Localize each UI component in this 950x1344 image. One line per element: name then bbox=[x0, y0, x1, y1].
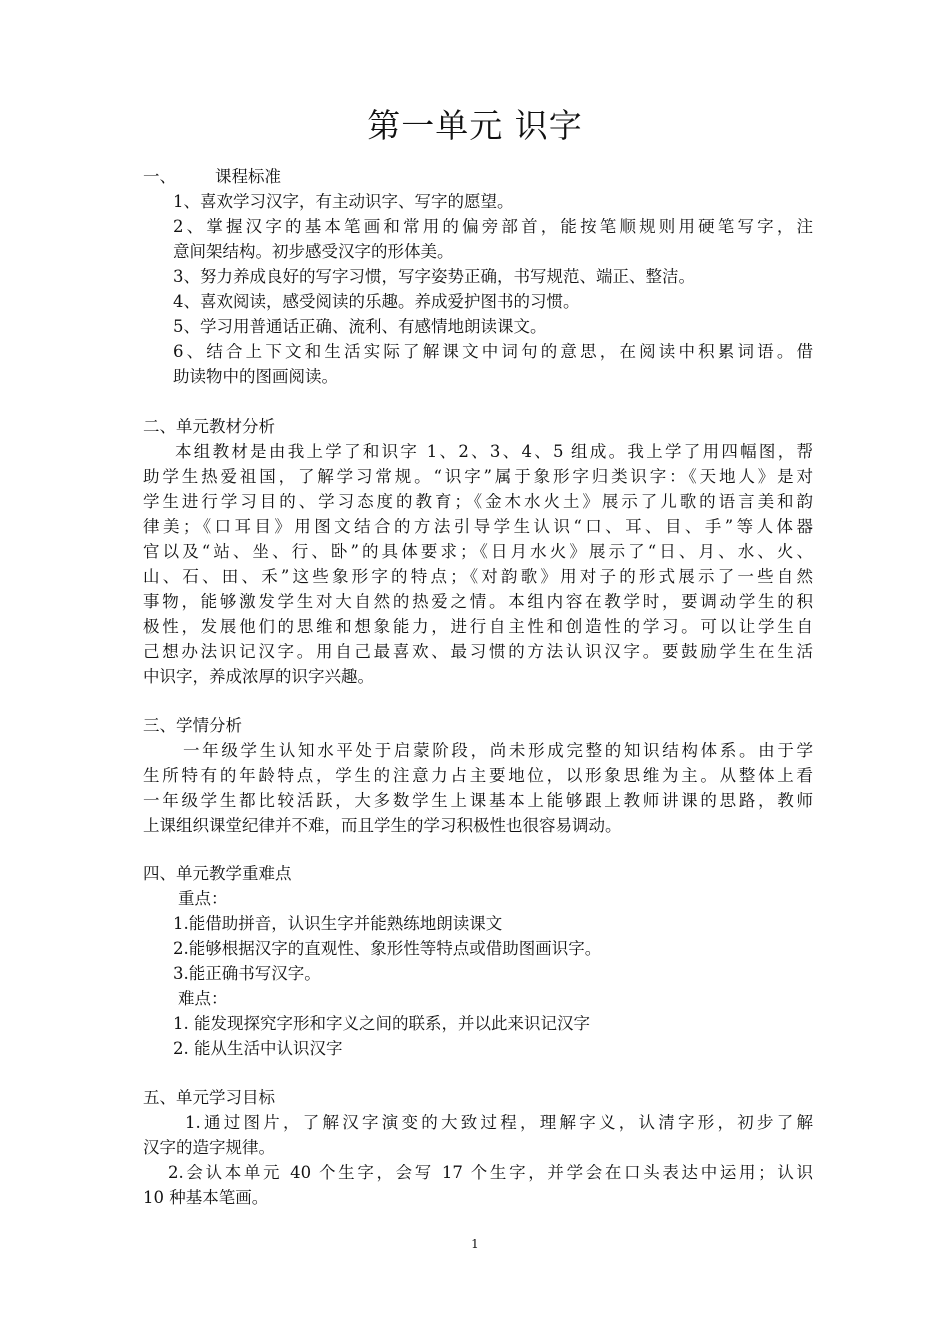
paragraph-line: 10 种基本笔画。 bbox=[143, 1188, 269, 1207]
paragraph-line: 官以及“站、坐、行、卧”的具体要求；《日月水火》展示了“日、月、水、火、 bbox=[143, 542, 813, 561]
paragraph-line: 事物，能够激发学生对大自然的热爱之情。本组内容在教学时，要调动学生的积 bbox=[143, 592, 813, 611]
paragraph-line: 1.通过图片，了解汉字演变的大致过程，理解字义，认清字形，初步了解 bbox=[185, 1113, 813, 1132]
key-point-item: 1.能借助拼音，认识生字并能熟练地朗读课文 bbox=[173, 914, 503, 933]
paragraph-line: 本组教材是由我上学了和识字 1、2、3、4、5 组成。我上学了用四幅图，帮 bbox=[175, 442, 813, 461]
key-point-item: 3.能正确书写汉字。 bbox=[173, 964, 321, 983]
paragraph-line: 律美；《口耳目》用图文结合的方法引导学生认识“口、耳、目、手”等人体器 bbox=[143, 517, 813, 536]
section-number: 一、 bbox=[143, 167, 176, 186]
paragraph-line: 意间架结构。初步感受汉字的形体美。 bbox=[173, 242, 454, 261]
paragraph-line: 学生进行学习目的、学习态度的教育；《金木水火土》展示了儿歌的语言美和韵 bbox=[143, 492, 813, 511]
paragraph-line: 5、学习用普通话正确、流利、有感情地朗读课文。 bbox=[173, 317, 547, 336]
paragraph-line: 汉字的造字规律。 bbox=[143, 1138, 275, 1157]
difficult-point-item: 1. 能发现探究字形和字义之间的联系，并以此来识记汉字 bbox=[173, 1014, 590, 1033]
paragraph-line: 中识字，养成浓厚的识字兴趣。 bbox=[143, 667, 374, 686]
section-title: 课程标准 bbox=[215, 167, 281, 186]
paragraph-line: 3、努力养成良好的写字习惯，写字姿势正确，书写规范、端正、整洁。 bbox=[173, 267, 695, 286]
section-heading-learner: 三、学情分析 bbox=[143, 716, 242, 735]
paragraph-line: 2、掌握汉字的基本笔画和常用的偏旁部首，能按笔顺规则用硬笔写字，注 bbox=[173, 217, 813, 236]
key-points-label: 重点： bbox=[178, 889, 228, 908]
page-title: 第一单元 识字 bbox=[367, 106, 583, 145]
paragraph-line: 4、喜欢阅读，感受阅读的乐趣。养成爱护图书的习惯。 bbox=[173, 292, 580, 311]
difficult-points-label: 难点： bbox=[178, 989, 228, 1008]
paragraph-line: 助读物中的图画阅读。 bbox=[173, 367, 338, 386]
paragraph-line: 极性，发展他们的思维和想象能力，进行自主性和创造性的学习。可以让学生自 bbox=[143, 617, 813, 636]
paragraph-line: 2.会认本单元 40 个生字，会写 17 个生字，并学会在口头表达中运用；认识 bbox=[168, 1163, 813, 1182]
paragraph-line: 6、结合上下文和生活实际了解课文中词句的意思，在阅读中积累词语。借 bbox=[173, 342, 813, 361]
paragraph-line: 1、喜欢学习汉字，有主动识字、写字的愿望。 bbox=[173, 192, 514, 211]
paragraph-line: 己想办法识记汉字。用自己最喜欢、最习惯的方法认识汉字。要鼓励学生在生活 bbox=[143, 642, 813, 661]
key-point-item: 2.能够根据汉字的直观性、象形性等特点或借助图画识字。 bbox=[173, 939, 602, 958]
difficult-point-item: 2. 能从生活中认识汉字 bbox=[173, 1039, 343, 1058]
paragraph-line: 助学生热爱祖国，了解学习常规。“识字”属于象形字归类识字：《天地人》是对 bbox=[143, 467, 813, 486]
section-heading-key-points: 四、单元教学重难点 bbox=[143, 864, 292, 883]
paragraph-line: 一年级学生都比较活跃，大多数学生上课基本上能够跟上教师讲课的思路，教师 bbox=[143, 791, 813, 810]
section-heading-standards bbox=[143, 166, 813, 188]
section-heading-objectives: 五、单元学习目标 bbox=[143, 1088, 275, 1107]
section-heading-analysis: 二、单元教材分析 bbox=[143, 417, 275, 436]
page-number: 1 bbox=[471, 1237, 479, 1251]
paragraph-line: 生所特有的年龄特点，学生的注意力占主要地位，以形象思维为主。从整体上看 bbox=[143, 766, 813, 785]
paragraph-line: 上课组织课堂纪律并不难，而且学生的学习积极性也很容易调动。 bbox=[143, 816, 622, 835]
paragraph-line: 一年级学生认知水平处于启蒙阶段，尚未形成完整的知识结构体系。由于学 bbox=[183, 741, 813, 760]
paragraph-line: 山、石、田、禾”这些象形字的特点；《对韵歌》用对子的形式展示了一些自然 bbox=[143, 567, 813, 586]
